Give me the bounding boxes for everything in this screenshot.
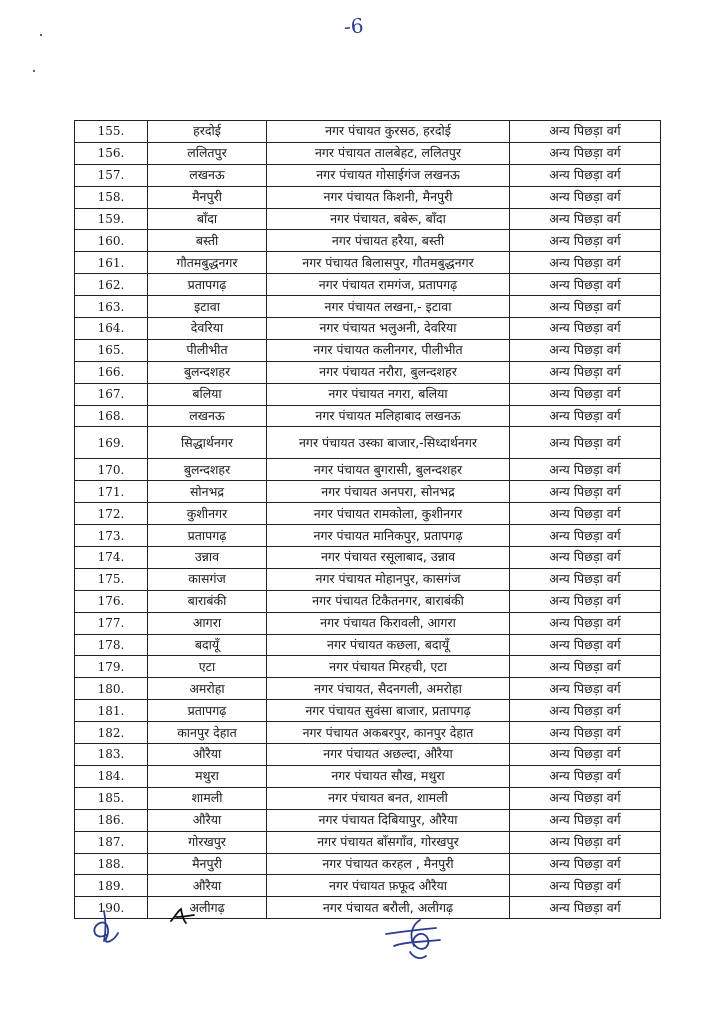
table-row <box>75 296 661 318</box>
serial-number-cell: 183. <box>75 744 148 766</box>
serial-number-cell: 168. <box>75 405 148 427</box>
serial-number-cell: 156. <box>75 142 148 164</box>
table-row <box>75 318 661 340</box>
nagar-panchayat-cell: नगर पंचायत गोसाईगंज लखनऊ <box>267 164 510 186</box>
category-cell: अन्य पिछड़ा वर्ग <box>510 274 661 296</box>
table-row <box>75 481 661 503</box>
serial-number-cell: 182. <box>75 722 148 744</box>
nagar-panchayat-cell: नगर पंचायत बरौली, अलीगढ़ <box>267 897 510 919</box>
district-cell: अलीगढ़ <box>148 897 267 919</box>
scan-speck <box>33 70 35 72</box>
district-cell: मैनपुरी <box>148 853 267 875</box>
nagar-panchayat-cell: नगर पंचायत कछला, बदायूँ <box>267 634 510 656</box>
serial-number-cell: 175. <box>75 568 148 590</box>
district-cell: पीलीभीत <box>148 339 267 361</box>
district-cell: बुलन्दशहर <box>148 361 267 383</box>
district-cell: बलिया <box>148 383 267 405</box>
table-row <box>75 525 661 547</box>
serial-number-cell: 176. <box>75 590 148 612</box>
serial-number-cell: 181. <box>75 700 148 722</box>
district-cell: बस्ती <box>148 230 267 252</box>
serial-number-cell: 159. <box>75 208 148 230</box>
table-row <box>75 678 661 700</box>
serial-number-cell: 158. <box>75 186 148 208</box>
district-cell: शामली <box>148 787 267 809</box>
table-row <box>75 405 661 427</box>
serial-number-cell: 160. <box>75 230 148 252</box>
serial-number-cell: 161. <box>75 252 148 274</box>
category-cell: अन्य पिछड़ा वर्ग <box>510 296 661 318</box>
table-row <box>75 853 661 875</box>
signature-initial-left <box>84 905 134 947</box>
category-cell: अन्य पिछड़ा वर्ग <box>510 405 661 427</box>
serial-number-cell: 189. <box>75 875 148 897</box>
serial-number-cell: 180. <box>75 678 148 700</box>
district-cell: बदायूँ <box>148 634 267 656</box>
category-cell: अन्य पिछड़ा वर्ग <box>510 831 661 853</box>
nagar-panchayat-cell: नगर पंचायत किरावली, आगरा <box>267 612 510 634</box>
nagar-panchayat-cell: नगर पंचायत कलीनगर, पीलीभीत <box>267 339 510 361</box>
district-cell: बाराबंकी <box>148 590 267 612</box>
category-cell: अन्य पिछड़ा वर्ग <box>510 875 661 897</box>
table-row <box>75 427 661 459</box>
category-cell: अन्य पिछड़ा वर्ग <box>510 481 661 503</box>
nagar-panchayat-cell: नगर पंचायत, बबेरू, बाँदा <box>267 208 510 230</box>
table-row <box>75 722 661 744</box>
district-cell: कासगंज <box>148 568 267 590</box>
category-cell: अन्य पिछड़ा वर्ग <box>510 164 661 186</box>
reservation-table <box>74 120 661 919</box>
serial-number-cell: 186. <box>75 809 148 831</box>
nagar-panchayat-cell: नगर पंचायत फ़फूद औरैया <box>267 875 510 897</box>
category-cell: अन्य पिछड़ा वर्ग <box>510 252 661 274</box>
table-row <box>75 809 661 831</box>
table-row <box>75 875 661 897</box>
category-cell: अन्य पिछड़ा वर्ग <box>510 897 661 919</box>
category-cell: अन्य पिछड़ा वर्ग <box>510 744 661 766</box>
table-row <box>75 186 661 208</box>
table-row <box>75 383 661 405</box>
district-cell: अमरोहा <box>148 678 267 700</box>
district-cell: गोरखपुर <box>148 831 267 853</box>
nagar-panchayat-cell: नगर पंचायत बिलासपुर, गौतमबुद्धनगर <box>267 252 510 274</box>
table-row <box>75 656 661 678</box>
category-cell: अन्य पिछड़ा वर्ग <box>510 547 661 569</box>
category-cell: अन्य पिछड़ा वर्ग <box>510 525 661 547</box>
nagar-panchayat-cell: नगर पंचायत मलिहाबाद लखनऊ <box>267 405 510 427</box>
district-cell: गौतमबुद्धनगर <box>148 252 267 274</box>
table-row <box>75 590 661 612</box>
table-row <box>75 274 661 296</box>
serial-number-cell: 162. <box>75 274 148 296</box>
serial-number-cell: 174. <box>75 547 148 569</box>
district-cell: औरैया <box>148 744 267 766</box>
nagar-panchayat-cell: नगर पंचायत अकबरपुर, कानपुर देहात <box>267 722 510 744</box>
category-cell: अन्य पिछड़ा वर्ग <box>510 121 661 143</box>
category-cell: अन्य पिछड़ा वर्ग <box>510 186 661 208</box>
district-cell: हरदोई <box>148 121 267 143</box>
serial-number-cell: 171. <box>75 481 148 503</box>
serial-number-cell: 173. <box>75 525 148 547</box>
scan-speck <box>40 34 42 36</box>
district-cell: कुशीनगर <box>148 503 267 525</box>
category-cell: अन्य पिछड़ा वर्ग <box>510 318 661 340</box>
nagar-panchayat-cell: नगर पंचायत रामगंज, प्रतापगढ़ <box>267 274 510 296</box>
serial-number-cell: 177. <box>75 612 148 634</box>
nagar-panchayat-cell: नगर पंचायत किशनी, मैनपुरी <box>267 186 510 208</box>
table-row <box>75 831 661 853</box>
district-cell: उन्नाव <box>148 547 267 569</box>
district-cell: मथुरा <box>148 765 267 787</box>
serial-number-cell: 172. <box>75 503 148 525</box>
nagar-panchayat-cell: नगर पंचायत बुगरासी, बुलन्दशहर <box>267 459 510 481</box>
district-cell: प्रतापगढ़ <box>148 274 267 296</box>
district-cell: देवरिया <box>148 318 267 340</box>
district-cell: बुलन्दशहर <box>148 459 267 481</box>
table-row <box>75 339 661 361</box>
nagar-panchayat-cell: नगर पंचायत बाँसगाँव, गोरखपुर <box>267 831 510 853</box>
category-cell: अन्य पिछड़ा वर्ग <box>510 678 661 700</box>
nagar-panchayat-cell: नगर पंचायत करहल , मैनपुरी <box>267 853 510 875</box>
table-row <box>75 568 661 590</box>
district-cell: औरैया <box>148 809 267 831</box>
serial-number-cell: 185. <box>75 787 148 809</box>
district-cell: इटावा <box>148 296 267 318</box>
nagar-panchayat-cell: नगर पंचायत रामकोला, कुशीनगर <box>267 503 510 525</box>
table-body <box>75 121 661 919</box>
table-row <box>75 208 661 230</box>
serial-number-cell: 170. <box>75 459 148 481</box>
nagar-panchayat-cell: नगर पंचायत अनपरा, सोनभद्र <box>267 481 510 503</box>
serial-number-cell: 166. <box>75 361 148 383</box>
category-cell: अन्य पिछड़ा वर्ग <box>510 853 661 875</box>
signature-mark-small <box>168 905 198 929</box>
serial-number-cell: 178. <box>75 634 148 656</box>
serial-number-cell: 169. <box>75 427 148 459</box>
district-cell: लखनऊ <box>148 405 267 427</box>
category-cell: अन्य पिछड़ा वर्ग <box>510 568 661 590</box>
serial-number-cell: 164. <box>75 318 148 340</box>
nagar-panchayat-cell: नगर पंचायत तालबेहट, ललितपुर <box>267 142 510 164</box>
serial-number-cell: 179. <box>75 656 148 678</box>
serial-number-cell: 167. <box>75 383 148 405</box>
nagar-panchayat-cell: नगर पंचायत उस्का बाजार,-सिध्दार्थनगर <box>267 427 510 459</box>
category-cell: अन्य पिछड़ा वर्ग <box>510 612 661 634</box>
nagar-panchayat-cell: नगर पंचायत कुरसठ, हरदोई <box>267 121 510 143</box>
serial-number-cell: 157. <box>75 164 148 186</box>
serial-number-cell: 188. <box>75 853 148 875</box>
serial-number-cell: 187. <box>75 831 148 853</box>
table-row <box>75 700 661 722</box>
serial-number-cell: 163. <box>75 296 148 318</box>
nagar-panchayat-cell: नगर पंचायत बनत, शामली <box>267 787 510 809</box>
category-cell: अन्य पिछड़ा वर्ग <box>510 700 661 722</box>
table-row <box>75 164 661 186</box>
category-cell: अन्य पिछड़ा वर्ग <box>510 383 661 405</box>
category-cell: अन्य पिछड़ा वर्ग <box>510 361 661 383</box>
nagar-panchayat-cell: नगर पंचायत मिरहची, एटा <box>267 656 510 678</box>
nagar-panchayat-cell: नगर पंचायत भलुअनी, देवरिया <box>267 318 510 340</box>
table-row <box>75 547 661 569</box>
category-cell: अन्य पिछड़ा वर्ग <box>510 230 661 252</box>
nagar-panchayat-cell: नगर पंचायत नगरा, बलिया <box>267 383 510 405</box>
district-cell: प्रतापगढ़ <box>148 700 267 722</box>
serial-number-cell: 165. <box>75 339 148 361</box>
district-cell: लखनऊ <box>148 164 267 186</box>
table-row <box>75 634 661 656</box>
table-row <box>75 612 661 634</box>
district-cell: ललितपुर <box>148 142 267 164</box>
table-row <box>75 121 661 143</box>
category-cell: अन्य पिछड़ा वर्ग <box>510 765 661 787</box>
nagar-panchayat-cell: नगर पंचायत रसूलाबाद, उन्नाव <box>267 547 510 569</box>
category-cell: अन्य पिछड़ा वर्ग <box>510 787 661 809</box>
serial-number-cell: 155. <box>75 121 148 143</box>
category-cell: अन्य पिछड़ा वर्ग <box>510 656 661 678</box>
nagar-panchayat-cell: नगर पंचायत नरौरा, बुलन्दशहर <box>267 361 510 383</box>
table-row <box>75 142 661 164</box>
category-cell: अन्य पिछड़ा वर्ग <box>510 459 661 481</box>
district-cell: कानपुर देहात <box>148 722 267 744</box>
nagar-panchayat-cell: नगर पंचायत मानिकपुर, प्रतापगढ़ <box>267 525 510 547</box>
serial-number-cell: 184. <box>75 765 148 787</box>
serial-number-cell: 190. <box>75 897 148 919</box>
category-cell: अन्य पिछड़ा वर्ग <box>510 722 661 744</box>
nagar-panchayat-cell: नगर पंचायत लखना,- इटावा <box>267 296 510 318</box>
district-cell: सिद्धार्थनगर <box>148 427 267 459</box>
table-row <box>75 252 661 274</box>
category-cell: अन्य पिछड़ा वर्ग <box>510 142 661 164</box>
district-cell: मैनपुरी <box>148 186 267 208</box>
nagar-panchayat-cell: नगर पंचायत सुवंसा बाजार, प्रतापगढ़ <box>267 700 510 722</box>
table-row <box>75 765 661 787</box>
nagar-panchayat-cell: नगर पंचायत मोहानपुर, कासगंज <box>267 568 510 590</box>
table-row <box>75 787 661 809</box>
table-row <box>75 744 661 766</box>
district-cell: सोनभद्र <box>148 481 267 503</box>
category-cell: अन्य पिछड़ा वर्ग <box>510 339 661 361</box>
table-row <box>75 361 661 383</box>
category-cell: अन्य पिछड़ा वर्ग <box>510 634 661 656</box>
category-cell: अन्य पिछड़ा वर्ग <box>510 503 661 525</box>
nagar-panchayat-cell: नगर पंचायत अछल्दा, औरैया <box>267 744 510 766</box>
nagar-panchayat-cell: नगर पंचायत सौख, मथुरा <box>267 765 510 787</box>
district-cell: आगरा <box>148 612 267 634</box>
district-cell: औरैया <box>148 875 267 897</box>
nagar-panchayat-cell: नगर पंचायत दिबियापुर, औरैया <box>267 809 510 831</box>
nagar-panchayat-cell: नगर पंचायत, सैदनगली, अमरोहा <box>267 678 510 700</box>
category-cell: अन्य पिछड़ा वर्ग <box>510 208 661 230</box>
district-cell: एटा <box>148 656 267 678</box>
table-row <box>75 459 661 481</box>
nagar-panchayat-cell: नगर पंचायत टिकैतनगर, बाराबंकी <box>267 590 510 612</box>
category-cell: अन्य पिछड़ा वर्ग <box>510 427 661 459</box>
page-number: -6 <box>343 13 365 39</box>
signature-center <box>380 912 450 968</box>
nagar-panchayat-cell: नगर पंचायत हरैया, बस्ती <box>267 230 510 252</box>
table-row <box>75 503 661 525</box>
district-cell: प्रतापगढ़ <box>148 525 267 547</box>
table-row <box>75 230 661 252</box>
table-row <box>75 897 661 919</box>
category-cell: अन्य पिछड़ा वर्ग <box>510 809 661 831</box>
district-cell: बाँदा <box>148 208 267 230</box>
category-cell: अन्य पिछड़ा वर्ग <box>510 590 661 612</box>
